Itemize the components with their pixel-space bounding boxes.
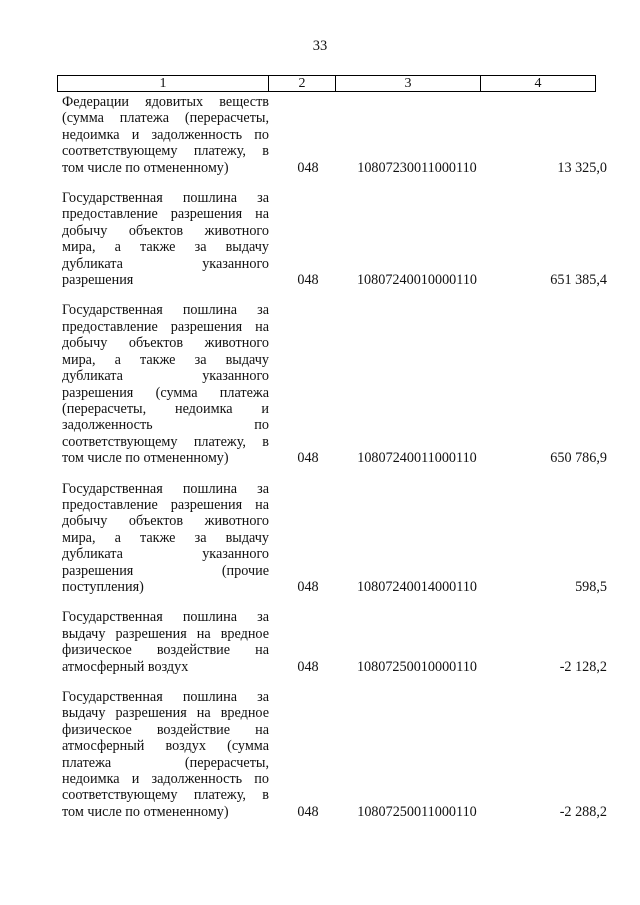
table-header-col-2: 2 (269, 76, 336, 91)
description-line: предоставление разрешения на (62, 318, 269, 335)
description-line: мира, а также за выдачу (62, 351, 269, 368)
description-line: физическое воздействие на (62, 721, 269, 738)
table-row (57, 94, 617, 176)
description-line: дубликата указанного (62, 368, 269, 385)
description-line: атмосферный воздух (сумма (62, 738, 269, 755)
description-line: атмосферный воздух (62, 658, 189, 675)
table-header-col-4: 4 (534, 76, 542, 91)
row-description (57, 94, 269, 176)
row-budget-code: 10807240014000110 (356, 578, 478, 595)
row-admin-code: 048 (297, 159, 319, 176)
description-line: Государственная пошлина за (62, 609, 269, 626)
description-line: недоимка и задолженность по (62, 771, 269, 788)
table-row (57, 481, 617, 596)
description-line: платежа (перерасчеты, (62, 754, 269, 771)
row-description (57, 689, 269, 820)
description-line: дубликата указанного (62, 546, 269, 563)
row-amount: -2 128,2 (559, 658, 607, 675)
description-line: добычу объектов животного (62, 222, 269, 239)
row-amount: 13 325,0 (557, 159, 607, 176)
row-amount: 651 385,4 (550, 272, 607, 289)
row-budget-code: 10807230011000110 (357, 159, 477, 176)
description-line: дубликата указанного (62, 255, 269, 272)
row-admin-code: 048 (297, 272, 319, 289)
row-admin-code: 048 (297, 450, 319, 467)
description-line: Федерации ядовитых веществ (62, 94, 269, 110)
table-row (57, 689, 617, 820)
description-line: мира, а также за выдачу (62, 529, 269, 546)
table-header-row (57, 75, 596, 92)
row-budget-code: 10807240011000110 (357, 450, 477, 467)
row-budget-code: 10807250010000110 (356, 658, 478, 675)
description-line: физическое воздействие на (62, 642, 269, 659)
description-line: том числе по отмененному) (62, 450, 229, 467)
description-line: поступления) (62, 578, 144, 595)
page-number: 33 (312, 38, 328, 54)
row-amount: 650 786,9 (550, 450, 607, 467)
table-body (57, 94, 617, 834)
description-line: соответствующему платежу, в (62, 787, 269, 804)
description-line: добычу объектов животного (62, 513, 269, 530)
description-line: предоставление разрешения на (62, 206, 269, 223)
description-line: добычу объектов животного (62, 335, 269, 352)
table-row (57, 302, 617, 466)
row-description (57, 609, 269, 675)
description-line: предоставление разрешения на (62, 496, 269, 513)
row-admin-code: 048 (297, 658, 319, 675)
table-header-col-3: 3 (336, 76, 481, 91)
description-line: выдачу разрешения на вредное (62, 625, 269, 642)
description-line: (сумма платежа (перерасчеты, (62, 110, 269, 127)
description-line: соответствующему платежу, в (62, 143, 269, 160)
description-line: выдачу разрешения на вредное (62, 705, 269, 722)
description-line: разрешения (62, 272, 134, 289)
row-amount: 598,5 (575, 578, 607, 595)
description-line: разрешения (прочие (62, 562, 269, 579)
description-line: Государственная пошлина за (62, 689, 269, 705)
table-row (57, 609, 617, 675)
row-description (57, 190, 269, 288)
row-amount: -2 288,2 (559, 803, 607, 820)
row-admin-code: 048 (297, 578, 319, 595)
description-line: Государственная пошлина за (62, 190, 269, 207)
row-budget-code: 10807250011000110 (357, 803, 477, 820)
table-row (57, 190, 617, 288)
description-line: мира, а также за выдачу (62, 239, 269, 256)
description-line: Государственная пошлина за (62, 302, 269, 319)
description-line: разрешения (сумма платежа (62, 384, 269, 401)
description-line: (перерасчеты, недоимка и (62, 400, 269, 417)
description-line: недоимка и задолженность по (62, 126, 269, 143)
description-line: Государственная пошлина за (62, 480, 269, 497)
description-line: том числе по отмененному) (62, 159, 229, 176)
row-description (57, 481, 269, 596)
description-line: том числе по отмененному) (62, 803, 229, 820)
row-admin-code: 048 (297, 803, 319, 820)
table-header-col-1: 1 (58, 76, 269, 91)
description-line: соответствующему платежу, в (62, 433, 269, 450)
description-line: задолженность по (62, 417, 269, 434)
row-budget-code: 10807240010000110 (356, 272, 478, 289)
row-description (57, 302, 269, 466)
